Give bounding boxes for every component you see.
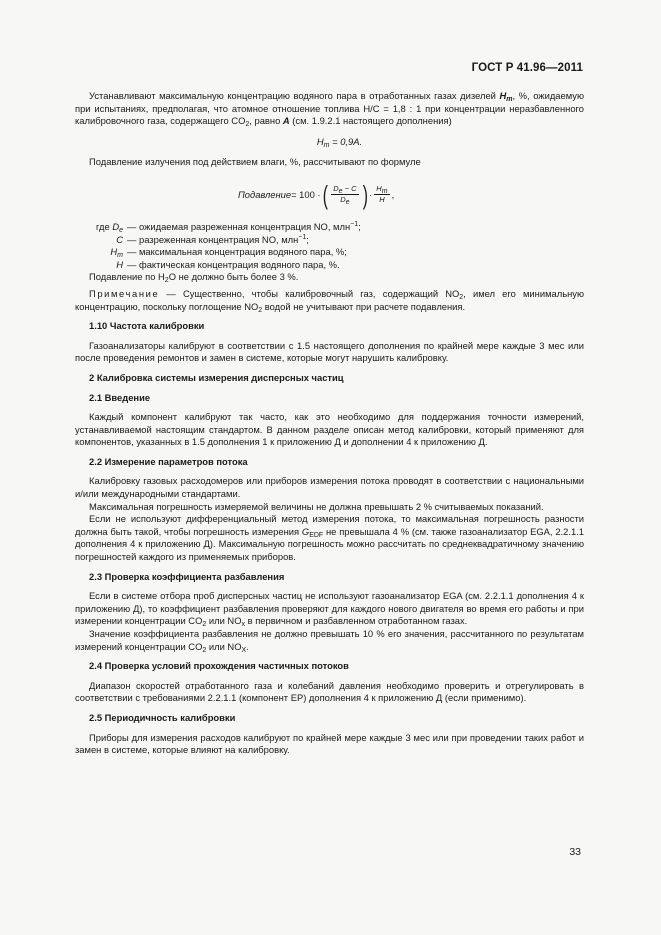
- section-title-2-5: 2.5 Периодичность калибровки: [89, 711, 236, 723]
- section-2-3-text-2: Значение коэффициента разбавления не должно превышать 10 % его значения, рассчитанного по результатам измерений концентрации $CO_2$ или $NO_X$.: [75, 628, 584, 654]
- section-2-4-text: Диапазон скоростей отработанного газа и колебаний давления необходимо проверить и отрегулировать в соответствии с требованиями 2.2.1.1 (компонент EP) дополнения 4 к приложению Д (если применимо).: [75, 679, 584, 704]
- section-title-2-2: 2.2 Измерение параметров потока: [89, 455, 248, 467]
- page-content: [75, 90, 584, 757]
- note-label: Примечание: [89, 287, 160, 299]
- section-2-2-text-2: Максимальная погрешность измеряемой величины не должна превышать 2 % считываемых показаний.: [89, 500, 544, 512]
- legend-item: где $D_e$ — ожидаемая разреженная концентрация NO, млн$^{-1}$;: [96, 220, 361, 234]
- legend-item: H — фактическая концентрация водяного пара, %.: [116, 258, 340, 270]
- formula-label: Подавление: [238, 188, 292, 200]
- formula-fraction-2: $\frac{H_m}{H}$: [376, 184, 388, 205]
- legend-item: $H_m$ — максимальная концентрация водяного пара, %;: [110, 246, 347, 260]
- legend-item: C — разреженная концентрация NO, млн$^{-1}$;: [116, 233, 309, 245]
- section-2-3-text-1: Если в системе отбора проб дисперсных частиц не используют газоанализатор EGA (см. 2.2.1.1 дополнения 4 к приложению Д), то коэффициент разбавления проверяют для каждого нового двигателя во время его работы и при измерении концентрации $CO_2$ или $NO_x$ в первичном и разбавленном отработанном газах.: [75, 590, 584, 629]
- intro-paragraph: Устанавливают максимальную концентрацию водяного пара в отработанных газах дизелей $H_m$, %, ожидаемую при испытаниях, предполагая, что атомное отношение топлива H/C = 1,8 : 1 при концентрации неразбавленного калибровочного газа, содержащего $CO_2$, равно A (см. 1.9.2.1 настоящего дополнения): [75, 90, 584, 129]
- suppression-limit: Подавление по $H_2O$ не должно быть более 3 %.: [89, 271, 299, 285]
- suppression-intro: Подавление излучения под действием влаги, %, рассчитывают по формуле: [89, 156, 421, 168]
- formula-suppression: Подавление = 100 · ( $\frac{D_e - C}{D_e}$ ) · $\frac{H_m}{H}$ ,: [238, 179, 395, 210]
- section-title-2-1: 2.1 Введение: [89, 391, 151, 403]
- section-title-2: 2 Калибровка системы измерения дисперсных частиц: [89, 371, 344, 383]
- section-2-2-text-3: Если не используют дифференциальный метод измерения потока, то максимальная погрешность разности должна быть такой, чтобы погрешность измерения $G_{EDF}$ не превышала 4 % (см. также газоанализатор EGA, 2.2.1.1 дополнения 4 к приложению Д). Максимальную погрешность можно рассчитать по среднеквадратичному значению погрешностей каждого из применяемых приборов.: [75, 513, 584, 563]
- section-2-1-text: Каждый компонент калибруют так часто, как это необходимо для поддержания точности измерений, устанавливаемой настоящим стандартом. В данном разделе описан метод калибровки, который применяют для компонентов, указанных в 1.5 дополнения 1 к приложению Д и дополнении 4 к приложению Д.: [75, 411, 584, 448]
- formula-hm: $H_m = 0,9A$.: [316, 135, 363, 149]
- section-2-2-text-1: Калибровку газовых расходомеров или приборов измерения потока проводят в соответствии с национальными и/или международными стандартами.: [75, 475, 584, 500]
- formula-fraction-1: $\frac{D_e - C}{D_e}$: [333, 184, 357, 207]
- section-title-1-10: 1.10 Частота калибровки: [89, 320, 205, 332]
- note: Примечание — Существенно, чтобы калибровочный газ, содержащий $NO_2$, имел его минимальную концентрацию, поскольку поглощение $NO_2$ водой не учитывают при расчете подавления.: [75, 287, 584, 314]
- section-1-10-text: Газоанализаторы калибруют в соответствии с 1.5 настоящего дополнения по крайней мере каждые 3 мес или после проведения ремонтов и замен в системе, которые могут нарушить калибровку.: [75, 339, 584, 364]
- page-number: 33: [569, 846, 581, 858]
- standard-header: ГОСТ Р 41.96—2011: [471, 62, 583, 74]
- section-title-2-3: 2.3 Проверка коэффициента разбавления: [89, 570, 285, 582]
- section-2-5-text: Приборы для измерения расходов калибруют по крайней мере каждые 3 мес или при проведении таких работ и замен в системе, которые влияют на калибровку.: [75, 731, 584, 756]
- variable-legend: [75, 221, 584, 271]
- section-title-2-4: 2.4 Проверка условий прохождения частичных потоков: [89, 660, 349, 672]
